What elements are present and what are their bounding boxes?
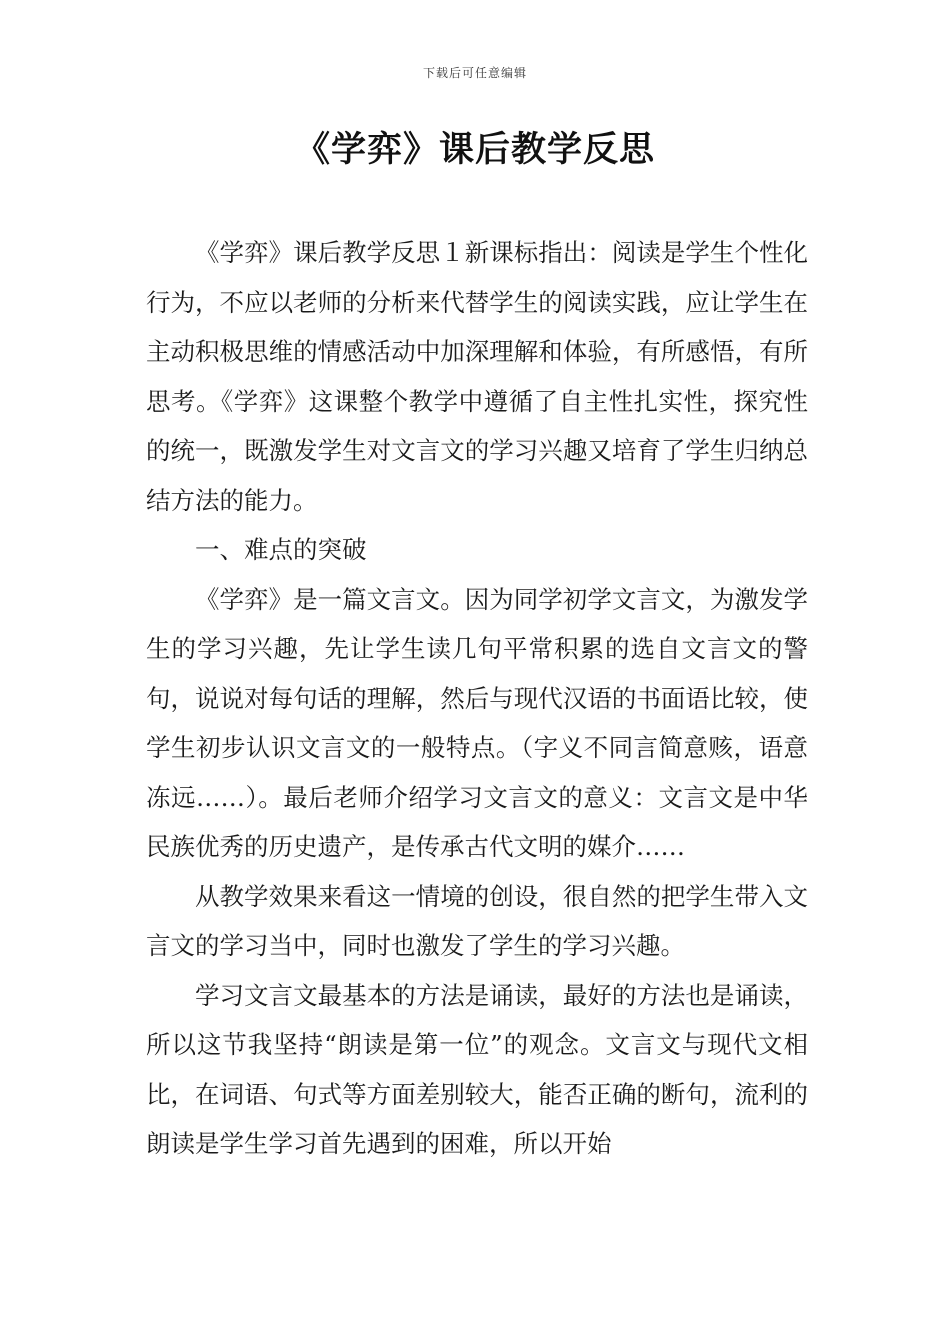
- paragraph-recitation: 学习文言文最基本的方法是诵读，最好的方法也是诵读，所以这节我坚持“朗读是第一位”的观念。文言文与现代文相比，在词语、句式等方面差别较大，能否正确的断句，流利的朗读是学生学习首先遇到的困难，所以开始: [146, 980, 808, 1158]
- header-note: 下载后可任意编辑: [422, 66, 527, 80]
- document-body: [146, 228, 808, 1169]
- paragraph-classical-chinese: 《学弈》是一篇文言文。因为同学初学文言文，为激发学生的学习兴趣，先让学生读几句平常积累的选自文言文的警句，说说对每句话的理解，然后与现代汉语的书面语比较，使学生初步认识文言文的一般特点。（字义不同言简意赅，语意冻远……）。最后老师介绍学习文言文的意义：文言文是中华民族优秀的历史遗产，是传承古代文明的媒介……: [146, 584, 808, 861]
- paragraph-teaching-effect: 从教学效果来看这一情境的创设，很自然的把学生带入文言文的学习当中，同时也激发了学生的学习兴趣。: [146, 881, 808, 960]
- document-title: 《学弈》课后教学反思: [294, 130, 655, 170]
- paragraph-intro: 《学弈》课后教学反思１新课标指出：阅读是学生个性化行为，不应以老师的分析来代替学生的阅读实践，应让学生在主动积极思维的情感活动中加深理解和体验，有所感悟，有所思考。《学弈》这课整个教学中遵循了自主性扎实性，探究性的统一，既激发学生对文言文的学习兴趣又培育了学生归纳总结方法的能力。: [146, 238, 808, 515]
- section-heading-difficulty: 一、难点的突破: [195, 535, 367, 564]
